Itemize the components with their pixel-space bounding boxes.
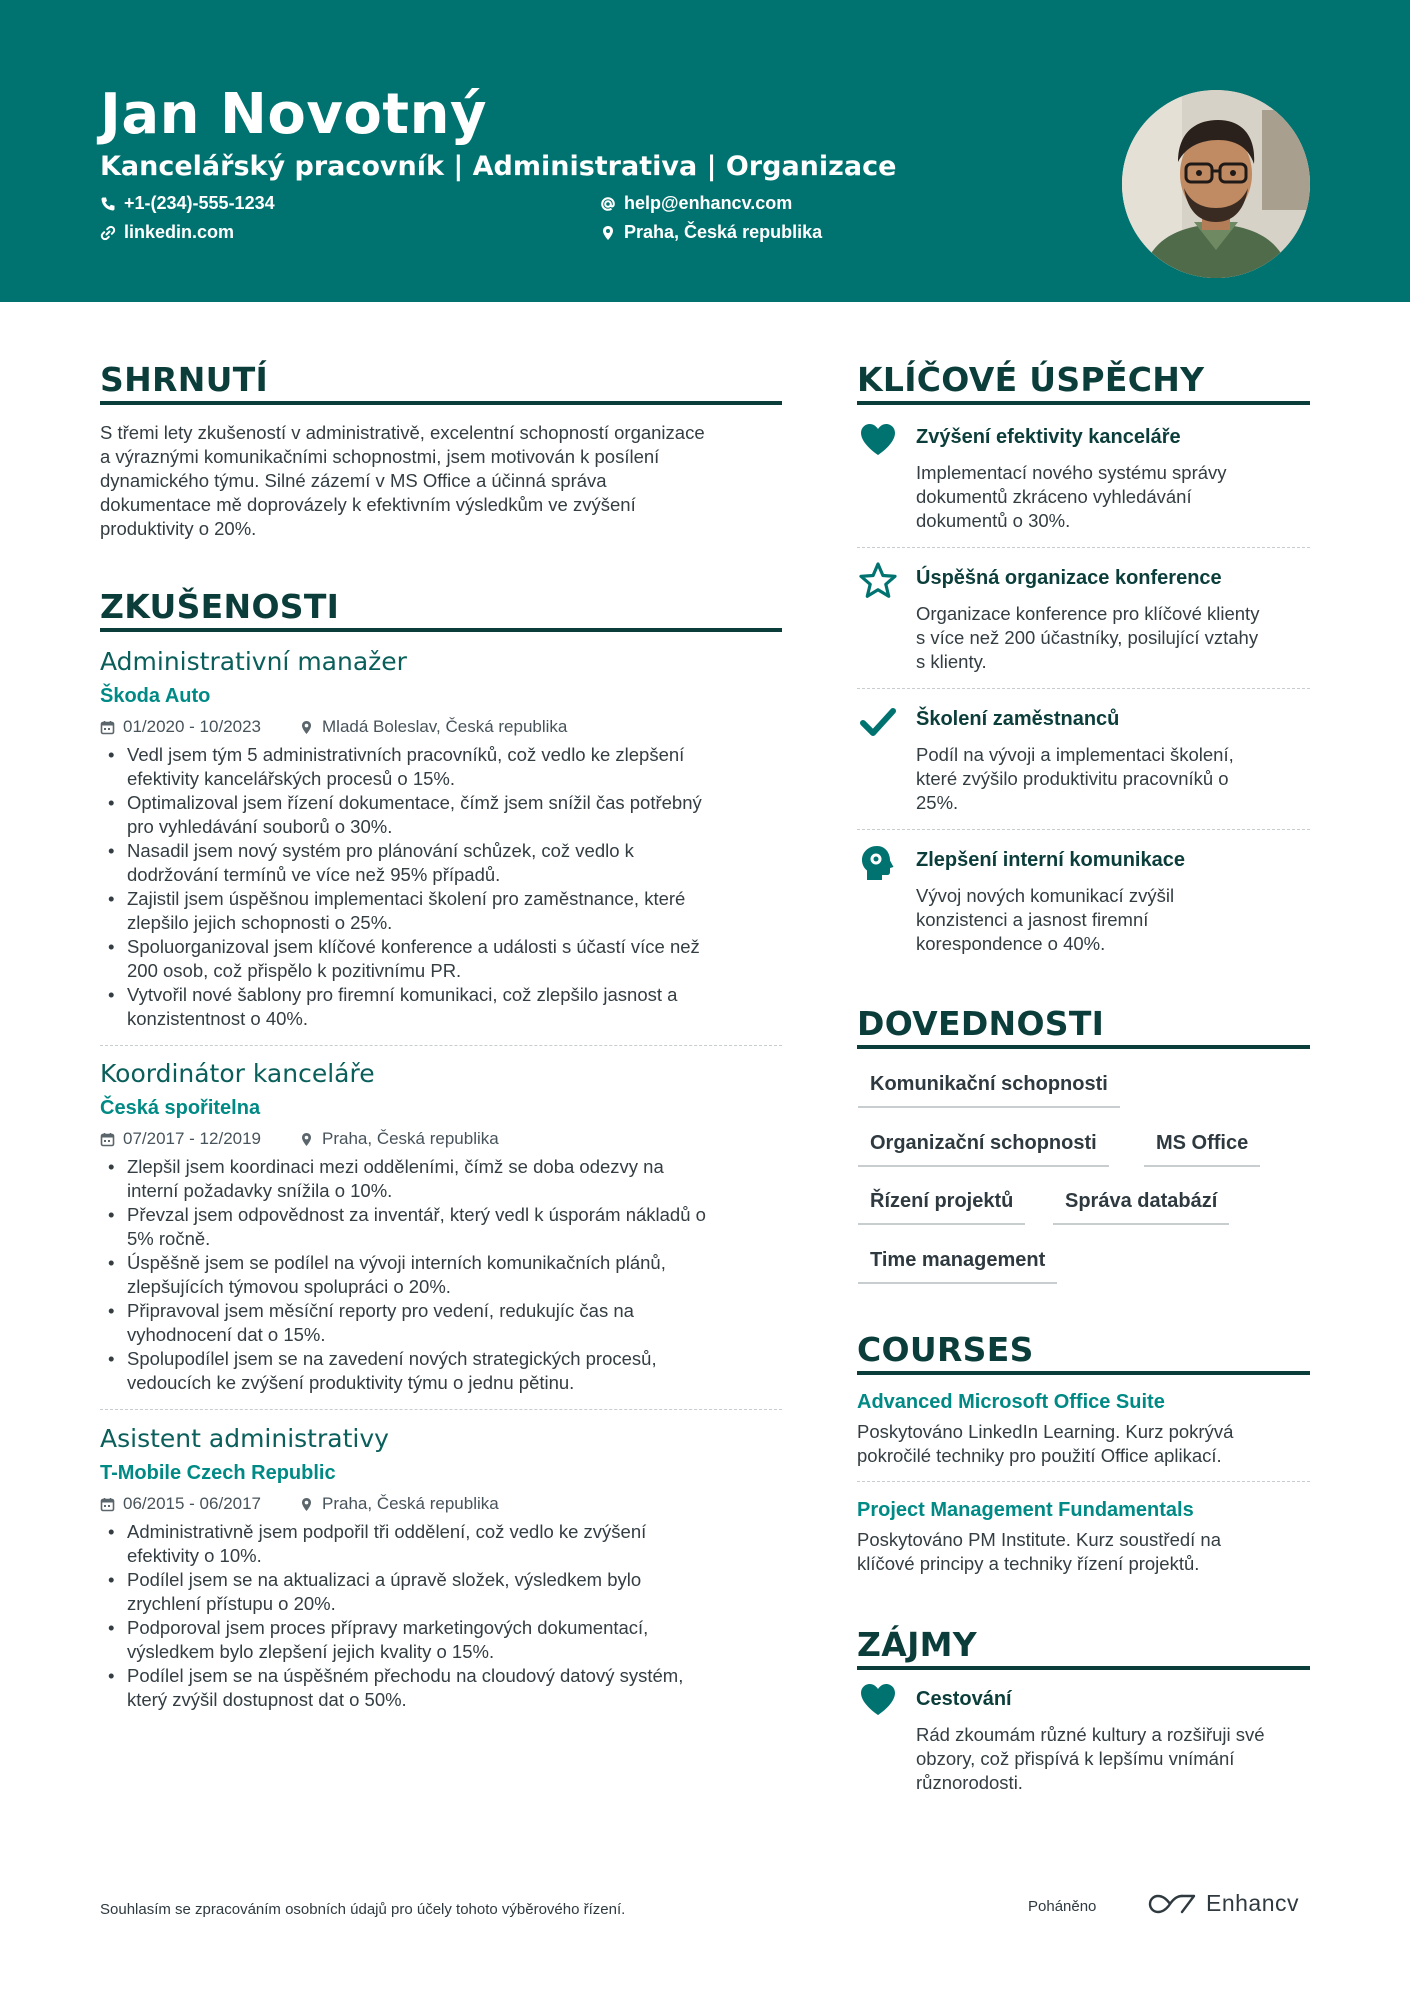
courses-section-rule <box>857 1371 1310 1375</box>
interests-section-rule <box>857 1666 1310 1670</box>
job-divider <box>100 1409 782 1410</box>
skills-section-title: DOVEDNOSTI <box>857 1004 1105 1043</box>
link-icon <box>100 225 116 241</box>
achievement-title: Zvýšení efektivity kanceláře <box>916 426 1181 448</box>
skill-tag: Řízení projektů <box>858 1190 1025 1225</box>
interests-section-title: ZÁJMY <box>857 1625 977 1664</box>
bullet-item: • Úspěšně jsem se podílel na vývoji interních komunikačních plánů, zlepšujících týmovou spolupráci o 20%. <box>100 1251 790 1299</box>
email-text: help@enhancv.com <box>624 193 793 213</box>
bullet-item: • Podílel jsem se na aktualizaci a úpravě složek, výsledkem bylo zrychlení přístupu o 20%. <box>100 1568 790 1616</box>
candidate-name: Jan Novotný <box>100 82 487 147</box>
phone-icon <box>100 196 116 212</box>
email-contact[interactable] <box>600 193 792 214</box>
portrait-illustration <box>1122 90 1310 278</box>
skill-tag: MS Office <box>1144 1132 1260 1167</box>
heart-icon <box>858 1680 898 1720</box>
achievement-title: Úspěšná organizace konference <box>916 567 1222 589</box>
job-meta <box>100 1494 499 1514</box>
at-sign-icon <box>600 196 616 212</box>
phone-contact[interactable] <box>100 193 275 214</box>
enhancv-logo-icon <box>1148 1892 1196 1916</box>
job-location: Mladá Boleslav, Česká republika <box>322 717 568 736</box>
courses-section-title: COURSES <box>857 1330 1034 1369</box>
bullet-item: • Spolupodílel jsem se na zavedení nových strategických procesů, vedoucích ke zvýšení produktivity týmu o jednu pětinu. <box>100 1347 790 1395</box>
achievement-description: Vývoj nových komunikací zvýšil konzistenci a jasnost firemní korespondence o 40%. <box>916 885 1175 954</box>
job-title: Asistent administrativy <box>100 1424 389 1453</box>
location-pin-icon <box>600 225 616 241</box>
summary-section-title: SHRNUTÍ <box>100 360 269 399</box>
experience-section-title: ZKUŠENOSTI <box>100 587 340 626</box>
job-bullets <box>100 1520 790 1712</box>
job-title: Administrativní manažer <box>100 647 407 676</box>
bullet-item: • Optimalizoval jsem řízení dokumentace, čímž jsem snížil čas potřebný pro vyhledávání souborů o 30%. <box>100 791 790 839</box>
location-contact <box>600 222 822 243</box>
bullet-item: • Zajistil jsem úspěšnou implementaci školení pro zaměstnance, které zlepšilo jejich schopnosti o 25%. <box>100 887 790 935</box>
course-title: Advanced Microsoft Office Suite <box>857 1391 1165 1413</box>
achievements-section-rule <box>857 401 1310 405</box>
bullet-item: • Spoluorganizoval jsem klíčové konference a události s účastí více než 200 osob, což přispělo k pozitivnímu PR. <box>100 935 790 983</box>
bullet-item: • Podílel jsem se na úspěšném přechodu na cloudový datový systém, který zvýšil dostupnost dat o 50%. <box>100 1664 790 1712</box>
linkedin-contact[interactable] <box>100 222 234 243</box>
location-pin-icon <box>299 1132 314 1147</box>
skill-tag: Time management <box>858 1249 1057 1284</box>
interest-title: Cestování <box>916 1688 1012 1710</box>
skill-tag: Správa databází <box>1053 1190 1229 1225</box>
job-dates: 07/2017 - 12/2019 <box>123 1129 262 1148</box>
calendar-icon <box>100 1132 115 1147</box>
achievement-description: Podíl na vývoji a implementaci školení, které zvýšilo produktivitu pracovníků o 25%. <box>916 744 1234 813</box>
bullet-item: • Podporoval jsem proces přípravy marketingových dokumentací, výsledkem bylo zlepšení jejich kvality o 15%. <box>100 1616 790 1664</box>
location-text: Praha, Česká republika <box>624 222 823 242</box>
bullet-item: • Administrativně jsem podpořil tři oddělení, což vedlo ke zvýšení efektivity o 10%. <box>100 1520 790 1568</box>
star-icon <box>858 561 898 601</box>
job-bullets <box>100 743 790 1031</box>
phone-text: +1-(234)-555-1234 <box>124 193 275 213</box>
location-pin-icon <box>299 1497 314 1512</box>
powered-by-label: Poháněno <box>1028 1898 1097 1915</box>
summary-line: S třemi lety zkušeností v administrativě, excelentní schopností organizace <box>100 422 705 443</box>
summary-line: produktivity o 20%. <box>100 518 257 539</box>
company-name: T-Mobile Czech Republic <box>100 1462 336 1484</box>
skill-tag: Organizační schopnosti <box>858 1132 1109 1167</box>
interest-description: Rád zkoumám různé kultury a rozšiřuji své obzory, což přispívá k lepšímu vnímání různorodosti. <box>916 1724 1265 1793</box>
company-name: Škoda Auto <box>100 685 211 707</box>
achievement-description: Implementací nového systému správy dokumentů zkráceno vyhledávání dokumentů o 30%. <box>916 462 1227 531</box>
bullet-item: • Vedl jsem tým 5 administrativních pracovníků, což vedlo ke zlepšení efektivity kancelářských procesů o 15%. <box>100 743 790 791</box>
job-divider <box>100 1045 782 1046</box>
head-idea-icon <box>858 843 898 883</box>
achievement-divider <box>857 829 1310 830</box>
linkedin-text: linkedin.com <box>124 222 235 242</box>
bullet-item: • Připravoval jsem měsíční reporty pro vedení, redukujíc čas na vyhodnocení dat o 15%. <box>100 1299 790 1347</box>
profile-photo <box>1122 90 1310 278</box>
job-location: Praha, Česká republika <box>322 1129 499 1148</box>
job-dates: 01/2020 - 10/2023 <box>123 717 262 736</box>
summary-line: dynamického týmu. Silné zázemí v MS Office a účinná správa <box>100 470 607 491</box>
checkmark-icon <box>858 702 898 742</box>
course-description: Poskytováno PM Institute. Kurz soustředí na klíčové principy a techniky řízení projektů. <box>857 1529 1222 1574</box>
job-location: Praha, Česká republika <box>322 1494 499 1513</box>
course-description: Poskytováno LinkedIn Learning. Kurz pokrývá pokročilé techniky pro použití Office aplikací. <box>857 1421 1234 1466</box>
skill-tag: Komunikační schopnosti <box>858 1073 1120 1108</box>
summary-text <box>100 421 790 541</box>
course-title: Project Management Fundamentals <box>857 1499 1194 1521</box>
enhancv-brand-name: Enhancv <box>1206 1890 1300 1916</box>
calendar-icon <box>100 720 115 735</box>
achievement-title: Školení zaměstnanců <box>916 708 1120 730</box>
achievements-section-title: KLÍČOVÉ ÚSPĚCHY <box>857 360 1205 399</box>
achievement-divider <box>857 547 1310 548</box>
summary-line: a výraznými komunikačními schopnostmi, jsem motivován k posílení <box>100 446 660 467</box>
consent-note: Souhlasím se zpracováním osobních údajů pro účely tohoto výběrového řízení. <box>100 1901 626 1918</box>
achievement-title: Zlepšení interní komunikace <box>916 849 1185 871</box>
calendar-icon <box>100 1497 115 1512</box>
location-pin-icon <box>299 720 314 735</box>
job-dates: 06/2015 - 06/2017 <box>123 1494 262 1513</box>
experience-section-rule <box>100 628 782 632</box>
achievement-divider <box>857 688 1310 689</box>
bullet-item: • Převzal jsem odpovědnost za inventář, který vedl k úsporám nákladů o 5% ročně. <box>100 1203 790 1251</box>
bullet-item: • Zlepšil jsem koordinaci mezi odděleními, čímž se doba odezvy na interní požadavky snížila o 10%. <box>100 1155 790 1203</box>
job-title: Koordinátor kanceláře <box>100 1059 375 1088</box>
skills-section-rule <box>857 1045 1310 1049</box>
company-name: Česká spořitelna <box>100 1097 261 1119</box>
heart-icon <box>858 420 898 460</box>
job-meta <box>100 1129 499 1149</box>
achievement-description: Organizace konference pro klíčové klienty s více než 200 účastníky, posilující vztahy s klienty. <box>916 603 1260 672</box>
summary-line: dokumentace mě doprovázely k efektivním výsledkům ve zvýšení <box>100 494 636 515</box>
course-divider <box>857 1481 1310 1482</box>
header-banner <box>0 0 1410 302</box>
bullet-item: • Vytvořil nové šablony pro firemní komunikaci, což zlepšilo jasnost a konzistentnost o 40%. <box>100 983 790 1031</box>
job-bullets <box>100 1155 790 1395</box>
job-meta <box>100 717 567 737</box>
bullet-item: • Nasadil jsem nový systém pro plánování schůzek, což vedlo k dodržování termínů ve více než 95% případů. <box>100 839 790 887</box>
summary-section-rule <box>100 401 782 405</box>
enhancv-logo[interactable] <box>1148 1890 1299 1917</box>
headline: Kancelářský pracovník | Administrativa | Organizace <box>100 151 897 182</box>
